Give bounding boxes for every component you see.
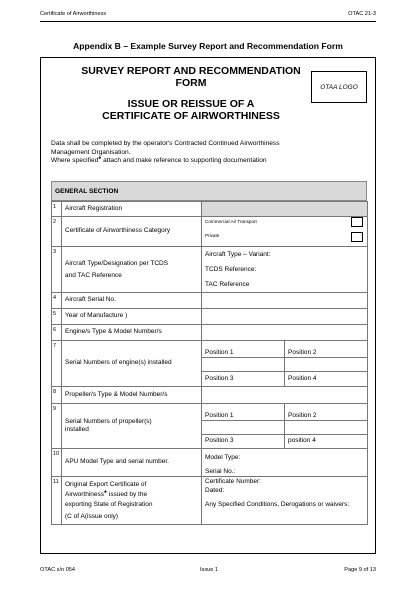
footer-right: Page 9 of 13 [344,567,376,573]
row-number: 9 [52,404,62,449]
propeller-type-field[interactable] [202,387,368,404]
row-label: (C of A(issue only) [65,512,119,520]
engine-type-field[interactable] [202,325,368,341]
intro-line-2: Management Organisation. [51,148,131,156]
aircraft-serial-field[interactable] [202,293,368,309]
row-number: 8 [52,387,62,404]
row-number: 1 [52,202,62,217]
row-label: Aircraft Type/Designation per TCDS [65,259,169,267]
row-label: and TAC Reference [65,271,122,279]
footer-left: OTAC s/n 054 [40,567,76,573]
club-mark-icon: ♣ [98,154,102,160]
row-label: Propeller/s Type & Model Number/s [62,387,202,404]
engine-position-2[interactable]: Position 2 [285,341,368,358]
row-number: 11 [52,477,62,525]
private-checkbox[interactable] [351,232,363,242]
general-section-heading: GENERAL SECTION [51,181,367,201]
field-label: Model Type: [205,453,241,461]
title-line-3: ISSUE OR REISSUE OF A [127,98,255,110]
footer-center: Issue 1 [200,567,219,573]
general-section-table [51,201,368,525]
export-certificate-field[interactable] [202,477,368,525]
option-commercial: Commercial Air Transport [205,218,257,224]
propeller-position-4[interactable]: position 4 [285,435,368,449]
row-label [65,490,198,500]
propeller-position-2-value[interactable] [285,421,368,435]
year-of-manufacture-field[interactable] [202,309,368,325]
row-number: 2 [52,217,62,247]
intro-line-3a: Where specified [51,157,99,164]
table-row [52,309,368,325]
row-label: Engine/s Type & Model Number/s [62,325,202,341]
propeller-position-1-value[interactable] [202,421,285,435]
label-part: Airworthiness [65,490,105,498]
otaa-logo: OTAA LOGO [311,71,367,103]
engine-position-3[interactable]: Position 3 [202,372,285,387]
table-row [52,325,368,341]
row-number: 7 [52,341,62,387]
header-right: OTAC 21-3 [348,11,376,17]
field-label: Any Specified Conditions, Derogations or waivers: [205,501,350,508]
field-label: Serial No.: [205,467,236,475]
row-number: 5 [52,309,62,325]
title-line-2: FORM [175,77,207,89]
table-row [52,477,368,525]
propeller-position-2[interactable]: Position 2 [285,404,368,421]
engine-position-2-value[interactable] [285,358,368,372]
table-row [52,247,368,293]
aircraft-type-field[interactable] [202,247,368,293]
row-label: Serial Numbers of propeller(s) [65,417,152,425]
field-label: Aircraft Type – Variant: [205,251,271,258]
form-frame [40,57,376,554]
intro-text [51,140,371,166]
club-mark-icon: ♣ [104,488,107,494]
intro-line-3b: attach and make reference to supporting documentation [101,157,267,164]
option-private: Private [205,233,220,238]
row-label: Certificate of Airworthiness Category [62,217,202,247]
table-row [52,217,368,227]
table-row [52,202,368,217]
header-left: Certificate of Airworthiness [40,11,107,17]
field-label: Dated: [205,486,225,494]
row-label: exporting State of Registration [65,500,153,508]
appendix-title: Appendix B – Example Survey Report and Recommendation Form [73,41,343,51]
row-label: Serial Numbers of engine(s) installed [62,341,202,387]
table-row [52,404,368,421]
intro-line-1: Data shall be completed by the operator's Contracted Continued Airworthiness [51,140,280,147]
row-number: 10 [52,449,62,477]
table-row [52,387,368,404]
row-label: APU Model Type and serial number. [62,449,202,477]
row-label: Aircraft Serial No. [62,293,202,309]
row-label: Original Export Certificate of [65,480,147,488]
field-label: TAC Reference [205,281,250,288]
apu-field[interactable] [202,449,368,477]
title-line-4: CERTIFICATE OF AIRWORTHINESS [102,110,280,122]
intro-line-3 [51,154,371,166]
row-label: Aircraft Registration [62,202,202,217]
propeller-position-1[interactable]: Position 1 [202,404,285,421]
title-line-1: SURVEY REPORT AND RECOMMENDATION [81,65,301,77]
row-number: 4 [52,293,62,309]
field-label: Certificate Number: [205,478,261,485]
propeller-position-3[interactable]: Position 3 [202,435,285,449]
table-row [52,341,368,358]
row-number: 3 [52,247,62,293]
table-row [52,293,368,309]
row-label: Year of Manufacture ) [62,309,202,325]
row-number: 6 [52,325,62,341]
label-part: issued by the [106,490,148,498]
aircraft-registration-field[interactable] [202,202,368,217]
engine-position-1[interactable]: Position 1 [202,341,285,358]
page-header [40,11,376,22]
row-label: installed [65,426,89,433]
engine-position-4[interactable]: Position 4 [285,372,368,387]
table-row [52,449,368,477]
field-label: TCDS Reference: [205,266,257,273]
commercial-checkbox[interactable] [351,217,363,227]
engine-position-1-value[interactable] [202,358,285,372]
